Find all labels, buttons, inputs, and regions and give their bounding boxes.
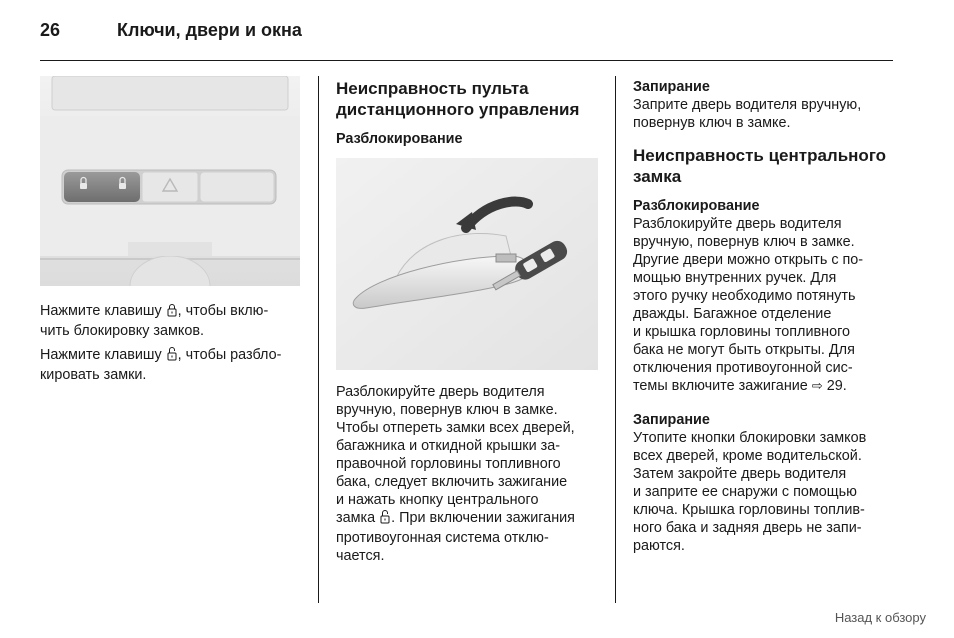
lock-icon: [167, 303, 177, 322]
paragraph: Нажмите клавишу , чтобы разбло- кировать замки.: [40, 347, 282, 383]
section-heading: Неисправность центрального замка: [633, 146, 887, 186]
paragraph: Утопите кнопки блокировки замков всех дверей, кроме водительской. Затем закройте дверь водителя и заприте ее снаружи с помощью ключа. Крышка горловины топлив- ного бака и задняя дверь не запи- раются.: [633, 430, 867, 554]
column-divider-2: [615, 76, 616, 603]
section-heading: Неисправность пульта дистанционного управления: [336, 79, 580, 119]
paragraph: Разблокируйте дверь водителя вручную, повернув ключ в замке. Чтобы отпереть замки всех дверей, багажника и откидной крышки за- правочной горловины топливного бака, следует включить зажигание и нажать кнопку центрального замка . При включении зажигания противоугонная система отклю- чается.: [336, 384, 575, 564]
page-reference-arrow-icon: ⇨: [811, 378, 823, 393]
column-3: [633, 78, 903, 555]
door-handle-key-figure: [336, 158, 598, 370]
unlock-icon: [380, 510, 390, 529]
column-2-text: [336, 383, 611, 565]
paragraph: Заприте дверь водителя вручную, повернув ключ в замке.: [633, 97, 862, 131]
subsection-heading: Запирание: [633, 412, 710, 428]
column-2: [336, 78, 606, 148]
column-1-text: [40, 302, 310, 384]
subsection-heading: Разблокирование: [633, 198, 760, 214]
page-number: 26: [40, 20, 61, 40]
back-to-overview-link[interactable]: Назад к обзору: [834, 610, 926, 625]
column-divider-1: [318, 76, 319, 603]
paragraph: Разблокируйте дверь водителя вручную, повернув ключ в замке. Другие двери можно открыть с по- мощью внутренних ручек. Для этого ручку необходимо потянуть дважды. Багажное отделение и крышка горловины топливного бака не могут быть открыты. Для отключения противоугонной сис- темы включите зажигание ⇨ 29.: [633, 216, 864, 394]
unlock-icon: [167, 347, 177, 366]
chapter-title: Ключи, двери и окна: [117, 20, 302, 40]
page-header: [40, 20, 893, 44]
subsection-heading: Разблокирование: [336, 131, 463, 147]
paragraph: Нажмите клавишу , чтобы вклю- чить блокировку замков.: [40, 303, 269, 339]
header-divider: [40, 60, 893, 61]
subsection-heading: Запирание: [633, 79, 710, 95]
lock-buttons-figure: [40, 76, 300, 286]
